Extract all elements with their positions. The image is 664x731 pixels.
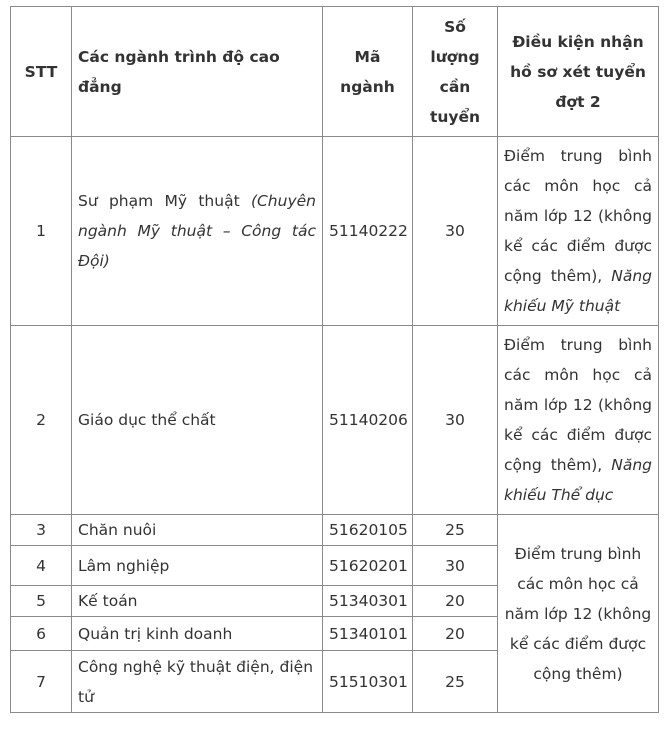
cell-stt: 6	[11, 617, 72, 651]
cell-stt: 1	[11, 137, 72, 326]
cell-stt: 5	[11, 586, 72, 617]
cell-quota: 30	[413, 326, 498, 515]
cell-major: Công nghệ kỹ thuật điện, điện tử	[72, 651, 323, 713]
cell-code: 51340301	[323, 586, 413, 617]
cell-major: Kế toán	[72, 586, 323, 617]
cell-condition	[498, 137, 659, 326]
cell-code: 51140206	[323, 326, 413, 515]
cell-quota: 20	[413, 617, 498, 651]
condition-text: Điểm trung bình các môn học cả năm lớp 12 (không kể các điểm được cộng thêm),	[504, 147, 652, 285]
cell-code: 51620201	[323, 546, 413, 586]
table-row	[11, 515, 659, 546]
cell-quota: 25	[413, 515, 498, 546]
header-code: Mã ngành	[323, 7, 413, 137]
admission-table	[10, 6, 659, 713]
cell-code: 51340101	[323, 617, 413, 651]
cell-code: 51620105	[323, 515, 413, 546]
cell-major: Giáo dục thể chất	[72, 326, 323, 515]
condition-italic-text: Năng khiếu Mỹ thuật	[504, 267, 652, 315]
cell-major: Chăn nuôi	[72, 515, 323, 546]
cell-stt: 4	[11, 546, 72, 586]
table-header-row	[11, 7, 659, 137]
condition-text: Điểm trung bình các môn học cả năm lớp 12 (không kể các điểm được cộng thêm),	[504, 336, 652, 474]
table-row	[11, 137, 659, 326]
table-row	[11, 326, 659, 515]
cell-quota: 20	[413, 586, 498, 617]
cell-stt: 3	[11, 515, 72, 546]
header-condition: Điều kiện nhận hồ sơ xét tuyển đợt 2	[498, 7, 659, 137]
cell-quota: 25	[413, 651, 498, 713]
cell-major: Quản trị kinh doanh	[72, 617, 323, 651]
header-major: Các ngành trình độ cao đẳng	[72, 7, 323, 137]
cell-quota: 30	[413, 137, 498, 326]
condition-italic-text: Năng khiếu Thể dục	[504, 456, 652, 504]
cell-major: Lâm nghiệp	[72, 546, 323, 586]
major-text: Sư phạm Mỹ thuật	[78, 192, 251, 210]
cell-condition	[498, 326, 659, 515]
cell-stt: 7	[11, 651, 72, 713]
header-stt: STT	[11, 7, 72, 137]
cell-quota: 30	[413, 546, 498, 586]
cell-shared-condition: Điểm trung bình các môn học cả năm lớp 12 (không kể các điểm được cộng thêm)	[498, 515, 659, 713]
cell-stt: 2	[11, 326, 72, 515]
cell-code: 51510301	[323, 651, 413, 713]
cell-major	[72, 137, 323, 326]
cell-code: 51140222	[323, 137, 413, 326]
major-italic-text: (Chuyên ngành Mỹ thuật – Công tác Đội)	[78, 192, 316, 270]
header-quota: Số lượng cần tuyển	[413, 7, 498, 137]
